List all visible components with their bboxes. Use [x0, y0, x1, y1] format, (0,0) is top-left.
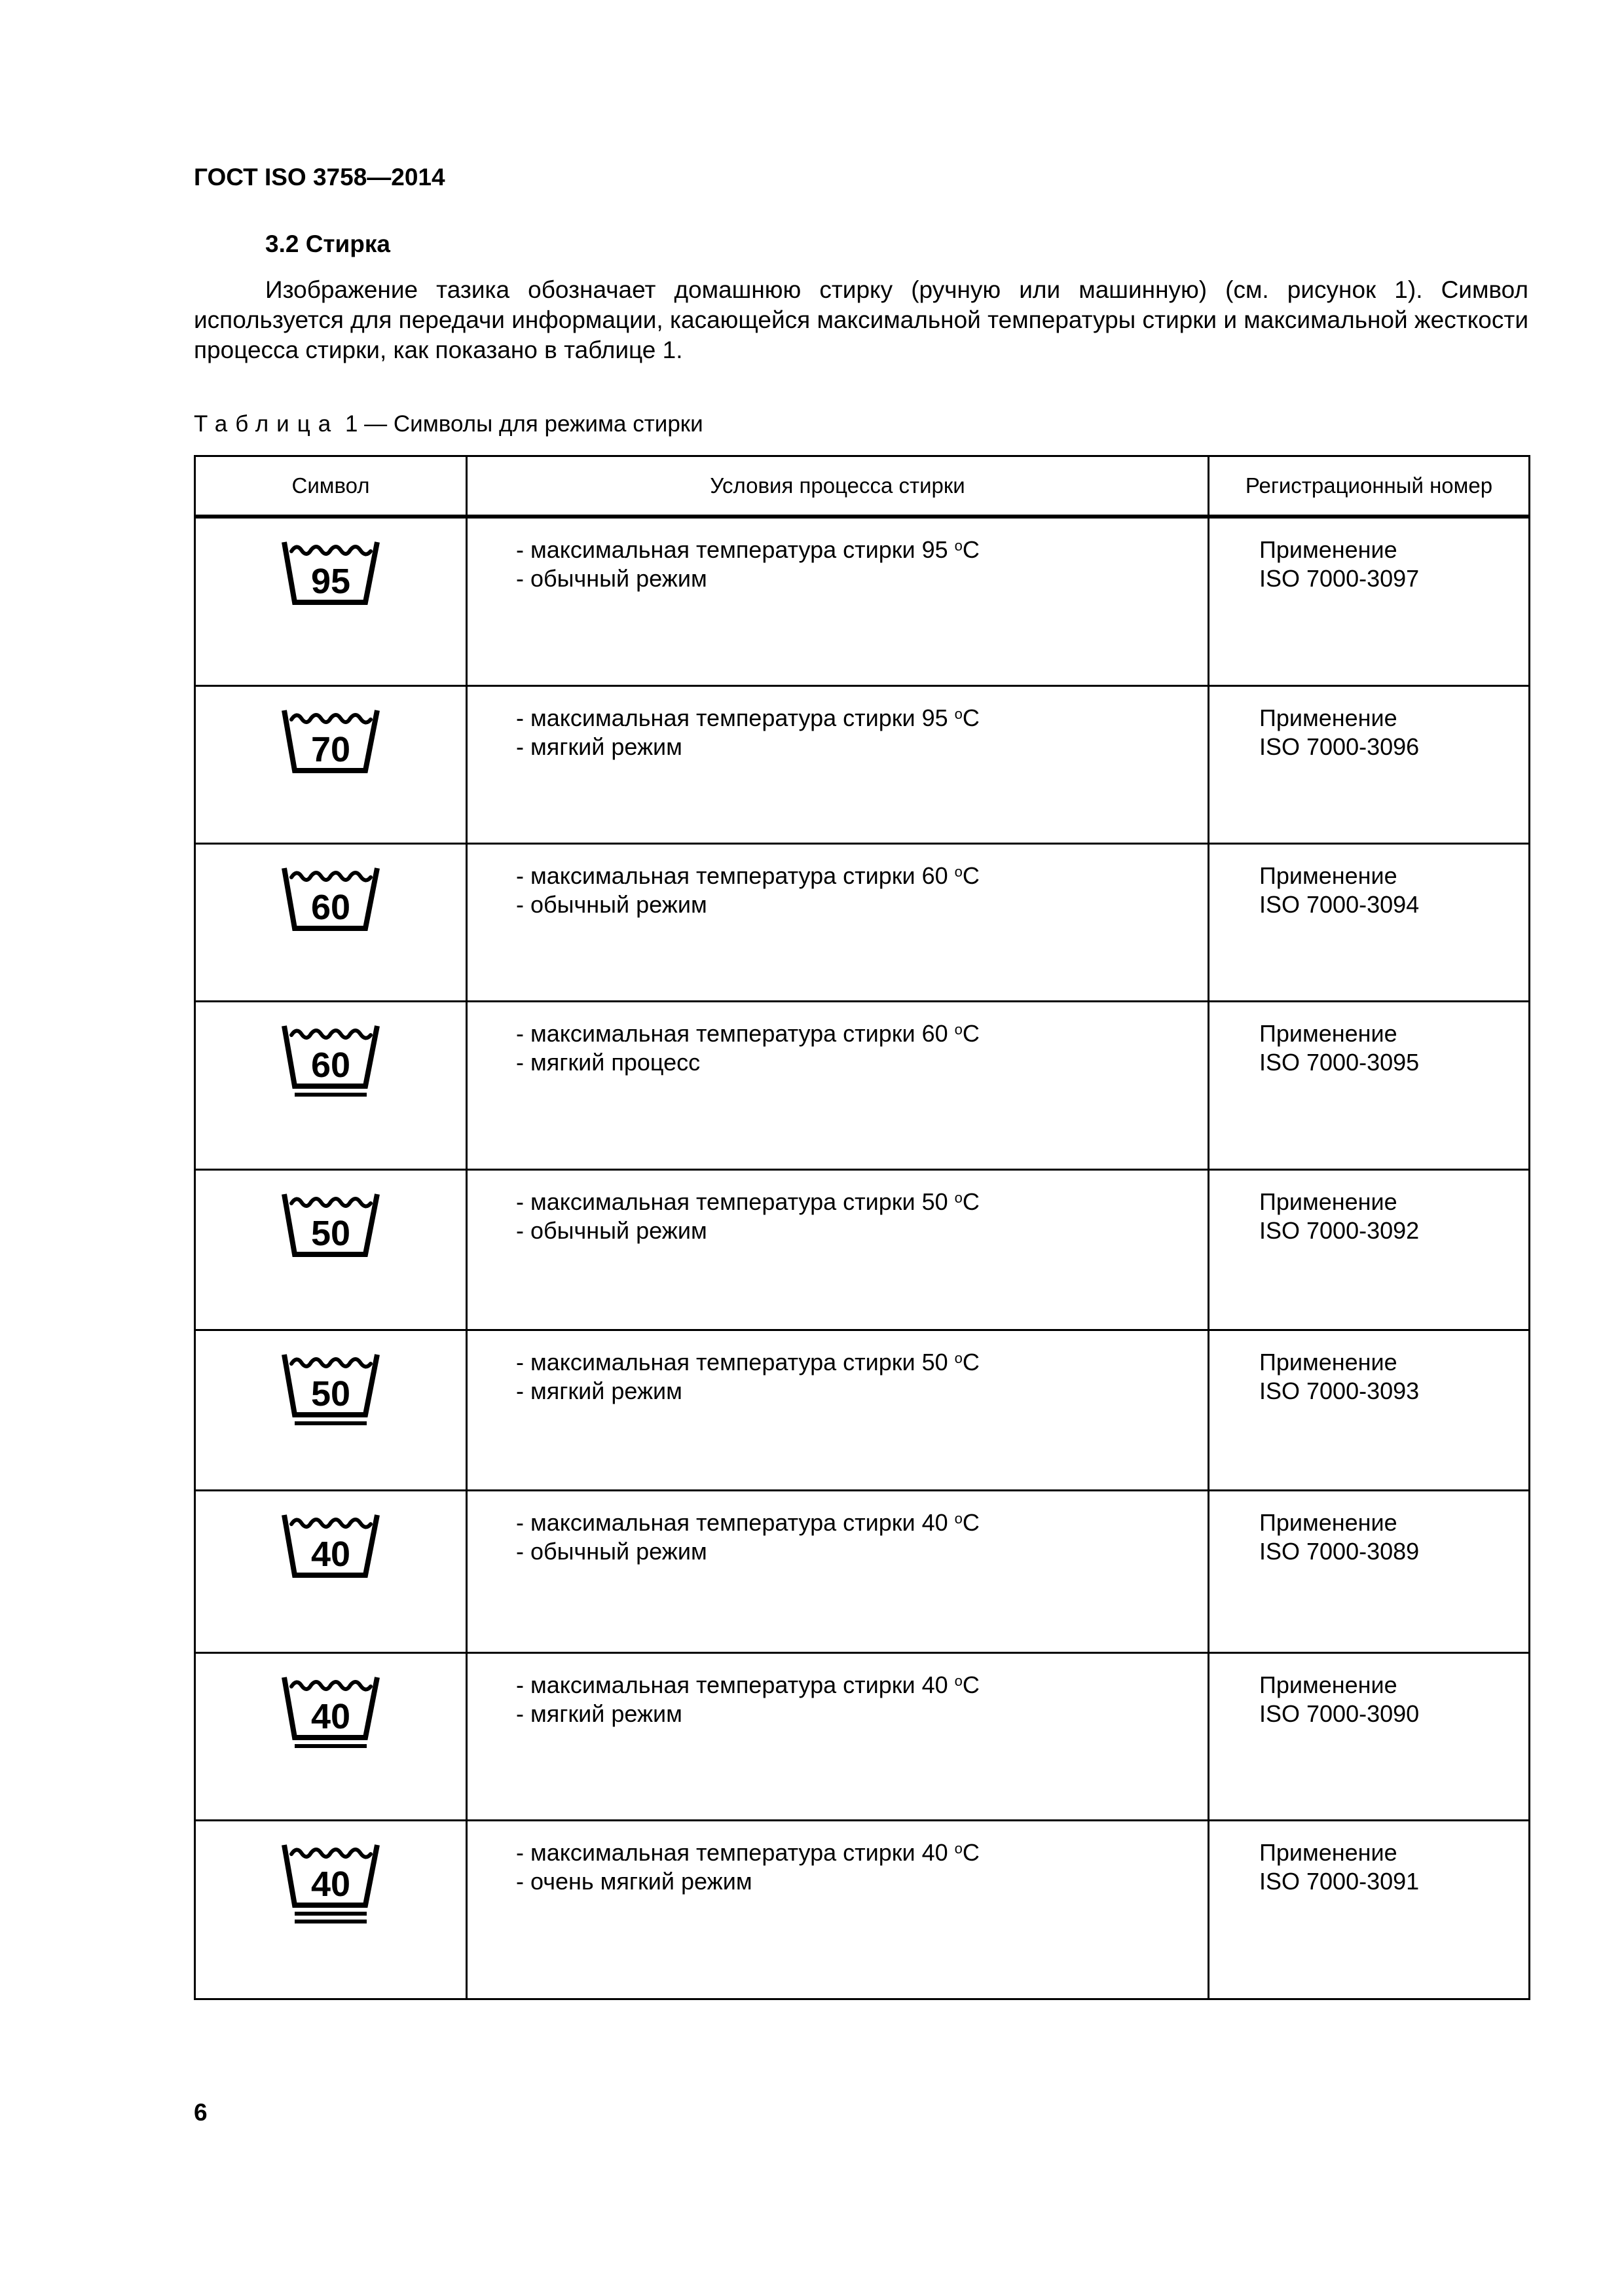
table-caption-label: Таблица [194, 411, 339, 437]
wash-tub-icon [282, 1190, 380, 1275]
table-caption [194, 412, 703, 435]
symbol-cell [195, 1652, 467, 1820]
condition-mode: - очень мягкий режим [516, 1867, 752, 1895]
condition-temperature-text: - максимальная температура стирки 50 [516, 1188, 955, 1215]
condition-mode: - обычный режим [516, 1537, 707, 1565]
water-wave [291, 715, 371, 723]
symbol-cell [195, 1001, 467, 1169]
temperature-unit: С [962, 1508, 980, 1536]
condition-temperature-text: - максимальная температура стирки 40 [516, 1838, 955, 1866]
condition-temperature-text: - максимальная температура стирки 40 [516, 1671, 955, 1698]
condition-temperature [516, 1348, 1208, 1377]
condition-temperature-text: - максимальная температура стирки 95 [516, 536, 955, 563]
condition-mode: - обычный режим [516, 1216, 707, 1244]
condition-mode: - мягкий режим [516, 1700, 682, 1727]
registration-label: Применение [1259, 1348, 1397, 1376]
conditions-cell [467, 1169, 1209, 1330]
temperature-label: 40 [310, 1696, 351, 1736]
temperature-unit: С [962, 1671, 980, 1698]
registration-number: ISO 7000-3094 [1259, 890, 1420, 918]
degree-mark: о [954, 1349, 963, 1366]
gentle-bar [295, 1421, 367, 1425]
temperature-unit: С [962, 536, 980, 563]
water-wave [291, 1199, 371, 1207]
header-symbol: Символ [195, 456, 467, 517]
registration-cell [1209, 1490, 1530, 1652]
temperature-unit: С [962, 1348, 980, 1376]
wash-tub-icon [282, 1841, 380, 1926]
temperature-label: 50 [310, 1374, 351, 1413]
temperature-unit: С [962, 1019, 980, 1047]
table-row [195, 1490, 1530, 1652]
gentle-bar [295, 1912, 367, 1916]
temperature-label: 60 [310, 1045, 351, 1085]
conditions-cell [467, 1652, 1209, 1820]
degree-mark: о [954, 1189, 963, 1206]
registration-label: Применение [1259, 1671, 1397, 1698]
water-wave [291, 1682, 371, 1690]
registration-cell [1209, 517, 1530, 685]
symbol-cell [195, 1490, 467, 1652]
registration-number: ISO 7000-3091 [1259, 1867, 1420, 1895]
table-row [195, 1330, 1530, 1490]
conditions-cell [467, 517, 1209, 685]
condition-temperature-text: - максимальная температура стирки 95 [516, 704, 955, 731]
symbol-cell [195, 1330, 467, 1490]
condition-temperature [516, 1188, 1208, 1216]
table-row [195, 1001, 1530, 1169]
symbol-cell [195, 1820, 467, 1999]
condition-mode: - обычный режим [516, 565, 707, 592]
water-wave [291, 1359, 371, 1367]
condition-temperature [516, 1838, 1208, 1867]
water-wave [291, 1850, 371, 1857]
temperature-label: 60 [310, 887, 351, 927]
symbol-cell [195, 843, 467, 1001]
registration-cell [1209, 1169, 1530, 1330]
condition-temperature-text: - максимальная температура стирки 60 [516, 862, 955, 889]
wash-tub-icon [282, 1511, 380, 1596]
table-caption-text: 1 — Символы для режима стирки [339, 411, 703, 437]
registration-label: Применение [1259, 1188, 1397, 1215]
table-row [195, 1652, 1530, 1820]
condition-temperature [516, 1508, 1208, 1537]
condition-temperature [516, 536, 1208, 564]
condition-temperature [516, 1019, 1208, 1048]
registration-cell [1209, 843, 1530, 1001]
water-wave [291, 547, 371, 555]
condition-mode: - мягкий процесс [516, 1048, 701, 1076]
table-row [195, 843, 1530, 1001]
table-row [195, 685, 1530, 843]
temperature-unit: С [962, 704, 980, 731]
registration-label: Применение [1259, 1019, 1397, 1047]
registration-label: Применение [1259, 862, 1397, 889]
condition-mode: - обычный режим [516, 890, 707, 918]
wash-tub-icon [282, 1351, 380, 1436]
conditions-cell [467, 1001, 1209, 1169]
condition-temperature-text: - максимальная температура стирки 60 [516, 1019, 955, 1047]
temperature-label: 40 [310, 1864, 351, 1904]
registration-cell [1209, 1330, 1530, 1490]
degree-mark: о [954, 1672, 963, 1689]
conditions-cell [467, 1330, 1209, 1490]
degree-mark: о [954, 538, 963, 554]
gentle-bar [295, 1744, 367, 1748]
wash-tub-icon [282, 1673, 380, 1758]
gentle-bar [295, 1920, 367, 1923]
table-row [195, 1169, 1530, 1330]
registration-number: ISO 7000-3095 [1259, 1048, 1420, 1076]
condition-temperature-text: - максимальная температура стирки 50 [516, 1348, 955, 1376]
temperature-label: 40 [310, 1534, 351, 1574]
degree-mark: о [954, 1840, 963, 1857]
registration-label: Применение [1259, 704, 1397, 731]
symbol-cell [195, 517, 467, 685]
degree-mark: о [954, 1510, 963, 1527]
registration-cell [1209, 685, 1530, 843]
wash-tub-icon [282, 1022, 380, 1107]
registration-number: ISO 7000-3089 [1259, 1537, 1420, 1565]
conditions-cell [467, 1490, 1209, 1652]
section-heading: 3.2 Стирка [265, 230, 390, 257]
registration-number: ISO 7000-3092 [1259, 1216, 1420, 1244]
header-conditions: Условия процесса стирки [467, 456, 1209, 517]
registration-label: Применение [1259, 1508, 1397, 1536]
intro-paragraph: Изображение тазика обозначает домашнюю стирку (ручную или машинную) (см. рисунок 1). Символ используется для передачи информации, касающейся максимальной температуры стирки и максимальной жесткости процесса стирки, как показано в таблице 1. [194, 276, 1528, 363]
table-header-row [195, 456, 1530, 517]
condition-temperature [516, 1671, 1208, 1700]
degree-mark: о [954, 1021, 963, 1038]
conditions-cell [467, 1820, 1209, 1999]
degree-mark: о [954, 705, 963, 722]
wash-tub-icon [282, 538, 380, 623]
registration-label: Применение [1259, 1838, 1397, 1866]
registration-cell [1209, 1652, 1530, 1820]
registration-number: ISO 7000-3096 [1259, 733, 1420, 760]
registration-cell [1209, 1001, 1530, 1169]
condition-temperature [516, 862, 1208, 890]
table-row [195, 1820, 1530, 1999]
condition-temperature-text: - максимальная температура стирки 40 [516, 1508, 955, 1536]
registration-number: ISO 7000-3097 [1259, 565, 1420, 592]
page-number: 6 [194, 2099, 208, 2126]
water-wave [291, 1520, 371, 1527]
registration-cell [1209, 1820, 1530, 1999]
water-wave [291, 873, 371, 881]
temperature-label: 95 [310, 562, 351, 601]
condition-temperature [516, 704, 1208, 733]
table-row [195, 517, 1530, 685]
registration-number: ISO 7000-3093 [1259, 1377, 1420, 1404]
temperature-label: 70 [310, 729, 351, 769]
header-registration: Регистрационный номер [1209, 456, 1530, 517]
wash-symbols-table [194, 455, 1530, 2000]
wash-tub-icon [282, 864, 380, 949]
condition-mode: - мягкий режим [516, 733, 682, 760]
conditions-cell [467, 685, 1209, 843]
temperature-unit: С [962, 1838, 980, 1866]
symbol-cell [195, 685, 467, 843]
gentle-bar [295, 1093, 367, 1097]
temperature-unit: С [962, 862, 980, 889]
symbol-cell [195, 1169, 467, 1330]
registration-label: Применение [1259, 536, 1397, 563]
document-header: ГОСТ ISO 3758—2014 [194, 164, 445, 191]
degree-mark: о [954, 863, 963, 880]
wash-tub-icon [282, 706, 380, 792]
registration-number: ISO 7000-3090 [1259, 1700, 1420, 1727]
temperature-unit: С [962, 1188, 980, 1215]
conditions-cell [467, 843, 1209, 1001]
water-wave [291, 1030, 371, 1038]
condition-mode: - мягкий режим [516, 1377, 682, 1404]
temperature-label: 50 [310, 1213, 351, 1253]
